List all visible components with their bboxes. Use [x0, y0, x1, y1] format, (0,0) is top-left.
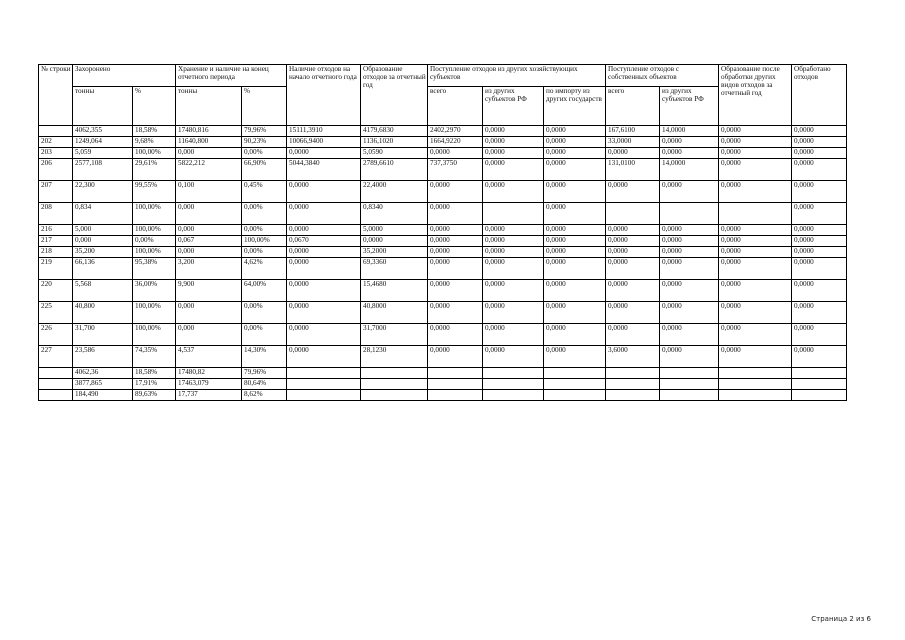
table-cell: 737,3750 [428, 159, 483, 181]
table-cell: 0,0000 [483, 148, 544, 159]
table-cell: 0,0000 [483, 236, 544, 247]
table-cell: 0,000 [73, 236, 133, 247]
table-cell: 0,0000 [287, 302, 361, 324]
table-cell: 0,0000 [287, 203, 361, 225]
header-formation-after: Образование после обработки других видов отходов за отчетный год [719, 65, 792, 126]
table-cell: 0,0000 [792, 302, 847, 324]
table-cell: 0,0000 [483, 247, 544, 258]
table-cell: 0,067 [176, 236, 242, 247]
table-row [39, 225, 847, 236]
subheader-tons: тонны [73, 87, 133, 126]
table-cell: 0,0000 [719, 346, 792, 368]
table-row [39, 137, 847, 148]
table-cell: 0,00% [242, 225, 287, 236]
table-cell: 1664,9220 [428, 137, 483, 148]
table-cell: 0,000 [176, 247, 242, 258]
table-cell: 0,0000 [660, 181, 719, 203]
table-row [39, 148, 847, 159]
table-cell: 0,0000 [792, 225, 847, 236]
table-cell: 0,0000 [606, 280, 660, 302]
table-cell [39, 368, 73, 379]
table-cell: 0,45% [242, 181, 287, 203]
subheader-tons: тонны [176, 87, 242, 126]
table-cell [719, 203, 792, 225]
table-cell: 0,00% [242, 247, 287, 258]
table-cell: 0,0000 [606, 302, 660, 324]
table-cell: 0,0000 [361, 236, 428, 247]
table-cell [544, 368, 606, 379]
table-cell: 0,0670 [287, 236, 361, 247]
table-cell: 0,0000 [792, 247, 847, 258]
table-cell: 0,0000 [544, 148, 606, 159]
table-cell: 0,0000 [544, 236, 606, 247]
subheader-total: всего [428, 87, 483, 126]
table-cell [660, 203, 719, 225]
table-cell: 2789,6610 [361, 159, 428, 181]
table-cell: 31,700 [73, 324, 133, 346]
table-cell: 79,96% [242, 126, 287, 137]
table-cell: 0,0000 [660, 247, 719, 258]
header-row-top [39, 65, 847, 87]
table-cell [287, 390, 361, 401]
table-cell: 0,0000 [719, 247, 792, 258]
table-cell: 11640,800 [176, 137, 242, 148]
table-cell: 0,0000 [792, 126, 847, 137]
table-cell [428, 379, 483, 390]
table-cell: 17480,82 [176, 368, 242, 379]
table-cell [660, 379, 719, 390]
table-cell: 0,0000 [544, 225, 606, 236]
table-cell: 0,0000 [483, 159, 544, 181]
table-cell: 35,200 [73, 247, 133, 258]
table-cell [792, 368, 847, 379]
header-storage: Хранение и наличие на конец отчетного периода [176, 65, 287, 87]
table-cell: 0,0000 [544, 137, 606, 148]
table-cell: 5044,3840 [287, 159, 361, 181]
table-cell: 0,0000 [544, 302, 606, 324]
table-cell [428, 390, 483, 401]
table-cell: 14,0000 [660, 159, 719, 181]
table-cell: 0,0000 [719, 137, 792, 148]
table-cell [361, 368, 428, 379]
table-body [39, 126, 847, 401]
table-cell: 95,38% [133, 258, 176, 280]
table-row [39, 280, 847, 302]
table-cell: 5,0000 [361, 225, 428, 236]
table-cell: 0,0000 [719, 126, 792, 137]
table-cell: 0,0000 [606, 225, 660, 236]
table-row [39, 346, 847, 368]
table-cell: 0,0000 [792, 324, 847, 346]
table-cell: 3877,865 [73, 379, 133, 390]
table-cell: 0,0000 [483, 137, 544, 148]
table-cell [361, 379, 428, 390]
table-cell: 0,00% [242, 203, 287, 225]
table-cell: 0,0000 [606, 324, 660, 346]
table-cell [544, 390, 606, 401]
table-cell: 131,0100 [606, 159, 660, 181]
table-cell: 0,000 [176, 324, 242, 346]
table-cell [792, 379, 847, 390]
table-cell: 4062,36 [73, 368, 133, 379]
table-cell: 17480,816 [176, 126, 242, 137]
table-cell: 0,0000 [606, 181, 660, 203]
table-cell [39, 379, 73, 390]
table-cell: 17463,079 [176, 379, 242, 390]
table-cell [361, 390, 428, 401]
table-cell: 80,64% [242, 379, 287, 390]
table-cell: 0,0000 [544, 258, 606, 280]
table-row [39, 236, 847, 247]
table-cell: 5,059 [73, 148, 133, 159]
table-cell: 0,0000 [544, 181, 606, 203]
table-cell: 216 [39, 225, 73, 236]
table-cell: 15111,3910 [287, 126, 361, 137]
table-cell: 202 [39, 137, 73, 148]
table-cell: 100,00% [133, 148, 176, 159]
table-cell: 0,000 [176, 203, 242, 225]
table-cell: 218 [39, 247, 73, 258]
table-cell [719, 368, 792, 379]
table-cell: 0,0000 [428, 280, 483, 302]
table-cell: 0,0000 [483, 225, 544, 236]
table-cell: 18,58% [133, 368, 176, 379]
table-cell: 0,0000 [660, 346, 719, 368]
table-cell: 226 [39, 324, 73, 346]
table-cell: 66,90% [242, 159, 287, 181]
table-cell [660, 390, 719, 401]
table-row [39, 302, 847, 324]
table-cell [606, 368, 660, 379]
table-cell: 22,4000 [361, 181, 428, 203]
table-cell: 0,00% [242, 148, 287, 159]
table-cell: 10066,9400 [287, 137, 361, 148]
table-cell [483, 379, 544, 390]
table-cell: 0,0000 [483, 181, 544, 203]
table-cell: 100,00% [133, 302, 176, 324]
table-row [39, 379, 847, 390]
table-cell: 1136,1020 [361, 137, 428, 148]
table-cell: 5,0590 [361, 148, 428, 159]
table-cell [483, 368, 544, 379]
table-cell: 0,0000 [544, 280, 606, 302]
table-cell [792, 390, 847, 401]
table-cell: 36,00% [133, 280, 176, 302]
table-cell: 40,8000 [361, 302, 428, 324]
table-cell: 0,0000 [428, 203, 483, 225]
table-cell: 79,96% [242, 368, 287, 379]
table-cell [39, 390, 73, 401]
subheader-from-rf: из других субъектов РФ [660, 87, 719, 126]
table-cell: 17,737 [176, 390, 242, 401]
table-cell: 0,0000 [544, 247, 606, 258]
table-cell: 217 [39, 236, 73, 247]
table-cell: 40,800 [73, 302, 133, 324]
table-cell: 0,0000 [428, 302, 483, 324]
table-row [39, 181, 847, 203]
table-cell [660, 368, 719, 379]
subheader-total: всего [606, 87, 660, 126]
table-cell: 33,0000 [606, 137, 660, 148]
table-cell: 90,23% [242, 137, 287, 148]
table-cell: 1249,064 [73, 137, 133, 148]
table-cell: 0,0000 [483, 346, 544, 368]
table-cell: 5,568 [73, 280, 133, 302]
table-cell: 0,0000 [287, 247, 361, 258]
table-cell: 0,0000 [428, 258, 483, 280]
table-cell: 69,3360 [361, 258, 428, 280]
table-cell: 0,0000 [544, 203, 606, 225]
table-cell: 0,000 [176, 302, 242, 324]
table-cell: 0,0000 [719, 148, 792, 159]
table-cell: 0,0000 [792, 280, 847, 302]
header-received-own: Поступление отходов с собственных объектов [606, 65, 719, 87]
table-cell: 0,0000 [792, 346, 847, 368]
table-cell: 0,0000 [792, 181, 847, 203]
table-cell: 5,000 [73, 225, 133, 236]
table-cell [719, 379, 792, 390]
table-cell: 18,58% [133, 126, 176, 137]
header-processed: Обработано отходов [792, 65, 847, 126]
table-cell [483, 390, 544, 401]
header-formation: Образование отходов за отчетный год [361, 65, 428, 126]
waste-report-table [38, 64, 847, 401]
table-cell: 0,0000 [428, 225, 483, 236]
table-cell: 0,0000 [660, 258, 719, 280]
header-presence-start: Наличие отходов на начало отчетного года [287, 65, 361, 126]
table-cell: 225 [39, 302, 73, 324]
table-cell [483, 203, 544, 225]
table-cell: 4,62% [242, 258, 287, 280]
table-cell: 3,200 [176, 258, 242, 280]
table-cell: 0,0000 [287, 258, 361, 280]
table-cell: 0,0000 [287, 148, 361, 159]
table-cell: 2402,2970 [428, 126, 483, 137]
table-cell: 0,0000 [483, 324, 544, 346]
table-cell: 0,8340 [361, 203, 428, 225]
table-cell: 0,0000 [660, 236, 719, 247]
table-cell: 0,0000 [287, 280, 361, 302]
table-cell: 100,00% [133, 225, 176, 236]
table-cell [287, 379, 361, 390]
table-cell: 0,0000 [660, 225, 719, 236]
table-row [39, 159, 847, 181]
table-cell: 0,0000 [792, 148, 847, 159]
table-cell: 0,0000 [660, 280, 719, 302]
table-cell: 0,0000 [428, 148, 483, 159]
table-cell: 0,0000 [287, 346, 361, 368]
table-cell: 0,0000 [287, 181, 361, 203]
table-cell: 0,0000 [428, 247, 483, 258]
table-cell: 0,0000 [660, 137, 719, 148]
table-cell: 0,0000 [719, 280, 792, 302]
table-row [39, 247, 847, 258]
table-cell: 35,2000 [361, 247, 428, 258]
table-row [39, 390, 847, 401]
table-cell: 9,68% [133, 137, 176, 148]
table-cell: 74,35% [133, 346, 176, 368]
table-cell: 0,0000 [606, 236, 660, 247]
table-cell: 28,1230 [361, 346, 428, 368]
table-cell: 0,000 [176, 225, 242, 236]
table-cell: 208 [39, 203, 73, 225]
table-cell: 0,0000 [719, 159, 792, 181]
table-cell: 0,0000 [428, 324, 483, 346]
table-cell: 89,63% [133, 390, 176, 401]
table-cell: 0,0000 [792, 203, 847, 225]
table-cell: 0,0000 [428, 236, 483, 247]
table-cell: 66,136 [73, 258, 133, 280]
table-cell: 184,490 [73, 390, 133, 401]
table-cell: 29,61% [133, 159, 176, 181]
table-cell: 0,00% [242, 302, 287, 324]
subheader-percent: % [133, 87, 176, 126]
table-cell: 100,00% [133, 203, 176, 225]
table-cell: 2577,108 [73, 159, 133, 181]
table-cell: 0,0000 [428, 346, 483, 368]
table-cell: 0,00% [242, 324, 287, 346]
table-cell: 0,0000 [483, 258, 544, 280]
table-cell: 0,0000 [483, 280, 544, 302]
table-cell [719, 390, 792, 401]
table-cell: 0,0000 [544, 324, 606, 346]
table-row [39, 258, 847, 280]
table-cell: 14,30% [242, 346, 287, 368]
table-cell: 0,0000 [544, 159, 606, 181]
table-cell [287, 368, 361, 379]
table-cell: 0,0000 [660, 302, 719, 324]
table-row [39, 203, 847, 225]
table-cell: 17,91% [133, 379, 176, 390]
table-cell: 4179,6830 [361, 126, 428, 137]
table-cell [606, 390, 660, 401]
table-cell: 0,0000 [660, 148, 719, 159]
table-cell: 0,0000 [719, 181, 792, 203]
table-row [39, 126, 847, 137]
table-cell: 0,00% [133, 236, 176, 247]
table-cell: 31,7000 [361, 324, 428, 346]
table-cell: 220 [39, 280, 73, 302]
table-cell: 0,0000 [483, 126, 544, 137]
table-cell: 0,0000 [719, 258, 792, 280]
table-cell: 0,0000 [792, 159, 847, 181]
table-cell: 15,4680 [361, 280, 428, 302]
table-cell: 0,0000 [606, 258, 660, 280]
table-cell: 0,0000 [719, 324, 792, 346]
table-cell: 64,00% [242, 280, 287, 302]
table-cell: 0,0000 [792, 258, 847, 280]
table-cell: 0,000 [176, 148, 242, 159]
table-cell [428, 368, 483, 379]
table-cell: 0,0000 [544, 126, 606, 137]
table-cell [606, 203, 660, 225]
table-cell: 14,0000 [660, 126, 719, 137]
table-cell [544, 379, 606, 390]
table-cell: 206 [39, 159, 73, 181]
header-received-other: Поступление отходов из других хозяйствующих субъектов [428, 65, 606, 87]
table-cell: 227 [39, 346, 73, 368]
table-cell: 8,62% [242, 390, 287, 401]
table-cell: 0,0000 [287, 324, 361, 346]
table-cell: 0,0000 [287, 225, 361, 236]
table-cell: 219 [39, 258, 73, 280]
table-cell: 0,0000 [606, 148, 660, 159]
table-cell: 0,0000 [792, 137, 847, 148]
table-cell: 9,900 [176, 280, 242, 302]
table-cell: 23,586 [73, 346, 133, 368]
table-row [39, 324, 847, 346]
table-cell: 0,0000 [719, 302, 792, 324]
table-cell: 4,537 [176, 346, 242, 368]
table-cell: 0,100 [176, 181, 242, 203]
table-cell: 0,0000 [483, 302, 544, 324]
table-cell: 4062,355 [73, 126, 133, 137]
table-cell: 167,6100 [606, 126, 660, 137]
table-cell: 0,0000 [660, 324, 719, 346]
table-cell [39, 126, 73, 137]
table-cell: 203 [39, 148, 73, 159]
table-cell: 0,0000 [544, 346, 606, 368]
subheader-percent: % [242, 87, 287, 126]
page-footer: Страница 2 из 6 [811, 615, 871, 623]
table-cell: 0,0000 [792, 236, 847, 247]
table-cell: 3,6000 [606, 346, 660, 368]
table-cell [606, 379, 660, 390]
table-cell: 100,00% [133, 247, 176, 258]
subheader-import: по импорту из других государств [544, 87, 606, 126]
table-cell: 5822,212 [176, 159, 242, 181]
table-cell: 0,834 [73, 203, 133, 225]
table-cell: 0,0000 [606, 247, 660, 258]
table-row [39, 368, 847, 379]
table-cell: 0,0000 [719, 236, 792, 247]
table-cell: 99,55% [133, 181, 176, 203]
table-cell: 0,0000 [719, 225, 792, 236]
table-cell: 0,0000 [428, 181, 483, 203]
table-cell: 100,00% [133, 324, 176, 346]
table-cell: 22,300 [73, 181, 133, 203]
header-buried: Захоронено [73, 65, 176, 87]
table-cell: 207 [39, 181, 73, 203]
table-cell: 100,00% [242, 236, 287, 247]
header-row-no: № строки [39, 65, 73, 126]
subheader-from-rf: из других субъектов РФ [483, 87, 544, 126]
